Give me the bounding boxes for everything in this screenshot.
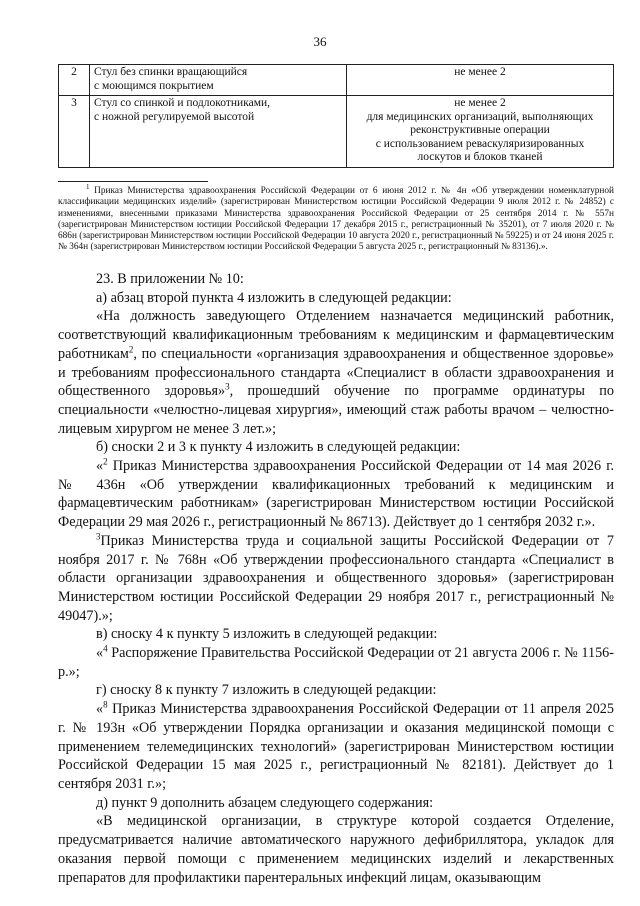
row-requirement xyxy=(347,96,614,168)
text-run: « xyxy=(96,645,104,662)
row-item-name xyxy=(90,96,347,168)
text-run: , прошедший обучение по программе ординатуры по специальности «челюстно-лицевая хирургия», имеющий стаж работы врачом – челюстно-лицевым хирургом не менее 3 лет.»; xyxy=(58,383,614,437)
equipment-table xyxy=(58,64,614,168)
section-heading: 23. В приложении № 10: xyxy=(96,271,244,287)
requirement-line: лоскутов и блоков тканей xyxy=(417,151,543,163)
requirement-line: не менее 2 xyxy=(454,97,506,109)
text-run: Приказ Министерства труда и социальной защиты Российской Федерации от 7 ноября 2017 г. № 768н «Об утверждении профессионального стандарта «Специалист в области организации здравоохранения и общественного здоровья» (зарегистрирован Министерством юстиции Российской Федерации 29 ноября 2017 г., регистрационный № 49047).»; xyxy=(58,532,614,624)
row-number: 3 xyxy=(59,96,90,168)
footnote xyxy=(58,182,614,253)
paragraph: «В медицинской организации, в структуре которой создается Отделение, предусматривается наличие автоматического наружного дефибриллятора, укладок для оказания первой помощи с применением медицинских изделий и лекарственных препаратов для профилактики парентеральных инфекций лицам, оказывающим xyxy=(58,813,614,886)
requirement-line: с использованием реваскуляризированных xyxy=(375,137,585,150)
paragraph: в) сноску 4 к пункту 5 изложить в следующей редакции: xyxy=(96,626,438,643)
table-row xyxy=(59,96,614,168)
item-name-line: Стул без спинки вращающийся xyxy=(94,66,248,78)
table-row xyxy=(59,65,614,96)
requirement-line: для медицинских организаций, выполняющих xyxy=(366,110,594,123)
paragraph: г) сноску 8 к пункту 7 изложить в следующей редакции: xyxy=(96,682,437,699)
item-name-line: с ножной регулируемой высотой xyxy=(94,110,255,123)
footnote-ref: 8 xyxy=(103,699,108,710)
text-run: Приказ Министерства здравоохранения Российской Федерации от 11 апреля 2025 г. № 193н «Об утверждении Порядка организации и оказания медицинской помощи с применением телемедицинских технологий» (зарегистрирован Министерством юстиции Российской Федерации 15 мая 2025 г., регистрационный № 82181). Действует до 1 сентября 2031 г.»; xyxy=(58,701,614,792)
footnote-ref: 3 xyxy=(96,531,101,542)
document-body xyxy=(58,270,614,887)
text-run: , по специальности «организация здравоохранения и общественное здоровье» и требованиям профессионального стандарта «Специалист в области здравоохранения и общественного здоровья» xyxy=(58,345,614,400)
paragraph: б) сноски 2 и 3 к пункту 4 изложить в следующей редакции: xyxy=(96,439,461,456)
footnote-ref: 4 xyxy=(103,643,108,654)
footnote-text: Приказ Министерства здравоохранения Российской Федерации от 6 июня 2012 г. № 4н «Об утверждении номенклатурной классификации медицинских изделий» (зарегистрирован Министерством юстиции Российской Федерации 9 июля 2012 г. № 24852) с изменениями, внесенными приказами Министерства здравоохранения Российской Федерации от 25 сентября 2014 г. № 557н (зарегистрирован Министерством юстиции Российской Федерации 17 декабря 2015 г., регистрационный № 35201), от 7 июля 2020 г. № 686н (зарегистрирован Министерством юстиции Российской Федерации 10 августа 2020 г., регистрационный № 59225) и от 24 июня 2025 г. № 364н (зарегистрирован Министерством юстиции Российской Федерации 5 августа 2025 г., регистрационный № 83136).». xyxy=(58,186,614,253)
paragraph xyxy=(58,457,614,532)
requirement-line: не менее 2 xyxy=(454,66,506,78)
paragraph xyxy=(58,307,614,438)
requirement-line: реконструктивные операции xyxy=(410,124,550,136)
paragraph: д) пункт 9 дополнить абзацем следующего содержания: xyxy=(96,794,434,811)
footnote-ref: 2 xyxy=(103,456,108,467)
row-number: 2 xyxy=(59,65,90,96)
text-run: « xyxy=(96,458,104,475)
paragraph xyxy=(58,700,614,794)
footnote-ref: 3 xyxy=(225,381,230,392)
text-run: « xyxy=(96,701,104,718)
footnote-mark: 1 xyxy=(86,183,90,191)
text-run: Распоряжение Правительства Российской Федерации от 21 августа 2006 г. № 1156-р.»; xyxy=(58,645,614,680)
item-name-line: Стул со спинкой и подлокотниками, xyxy=(94,97,271,109)
item-name-line: с моющимся покрытием xyxy=(94,79,214,92)
page-number: 36 xyxy=(313,34,327,49)
text-run: Приказ Министерства здравоохранения Российской Федерации от 14 мая 2026 г. № 436н «Об утверждении квалификационных требований к медицинским и фармацевтическим работникам» (зарегистрирован Министерством юстиции Российской Федерации 29 мая 2026 г., регистрационный № 86713). Действует до 1 сентября 2032 г.». xyxy=(58,458,614,531)
paragraph xyxy=(58,532,614,626)
row-requirement xyxy=(347,65,614,96)
row-item-name xyxy=(90,65,347,96)
paragraph: а) абзац второй пункта 4 изложить в следующей редакции: xyxy=(96,289,452,306)
paragraph xyxy=(58,644,614,681)
text-run: «На должность заведующего Отделением назначается медицинский работник, соответствующий квалификационным требованиям к медицинским и фармацевтическим работникам xyxy=(58,308,614,362)
footnote-ref: 2 xyxy=(128,344,134,355)
